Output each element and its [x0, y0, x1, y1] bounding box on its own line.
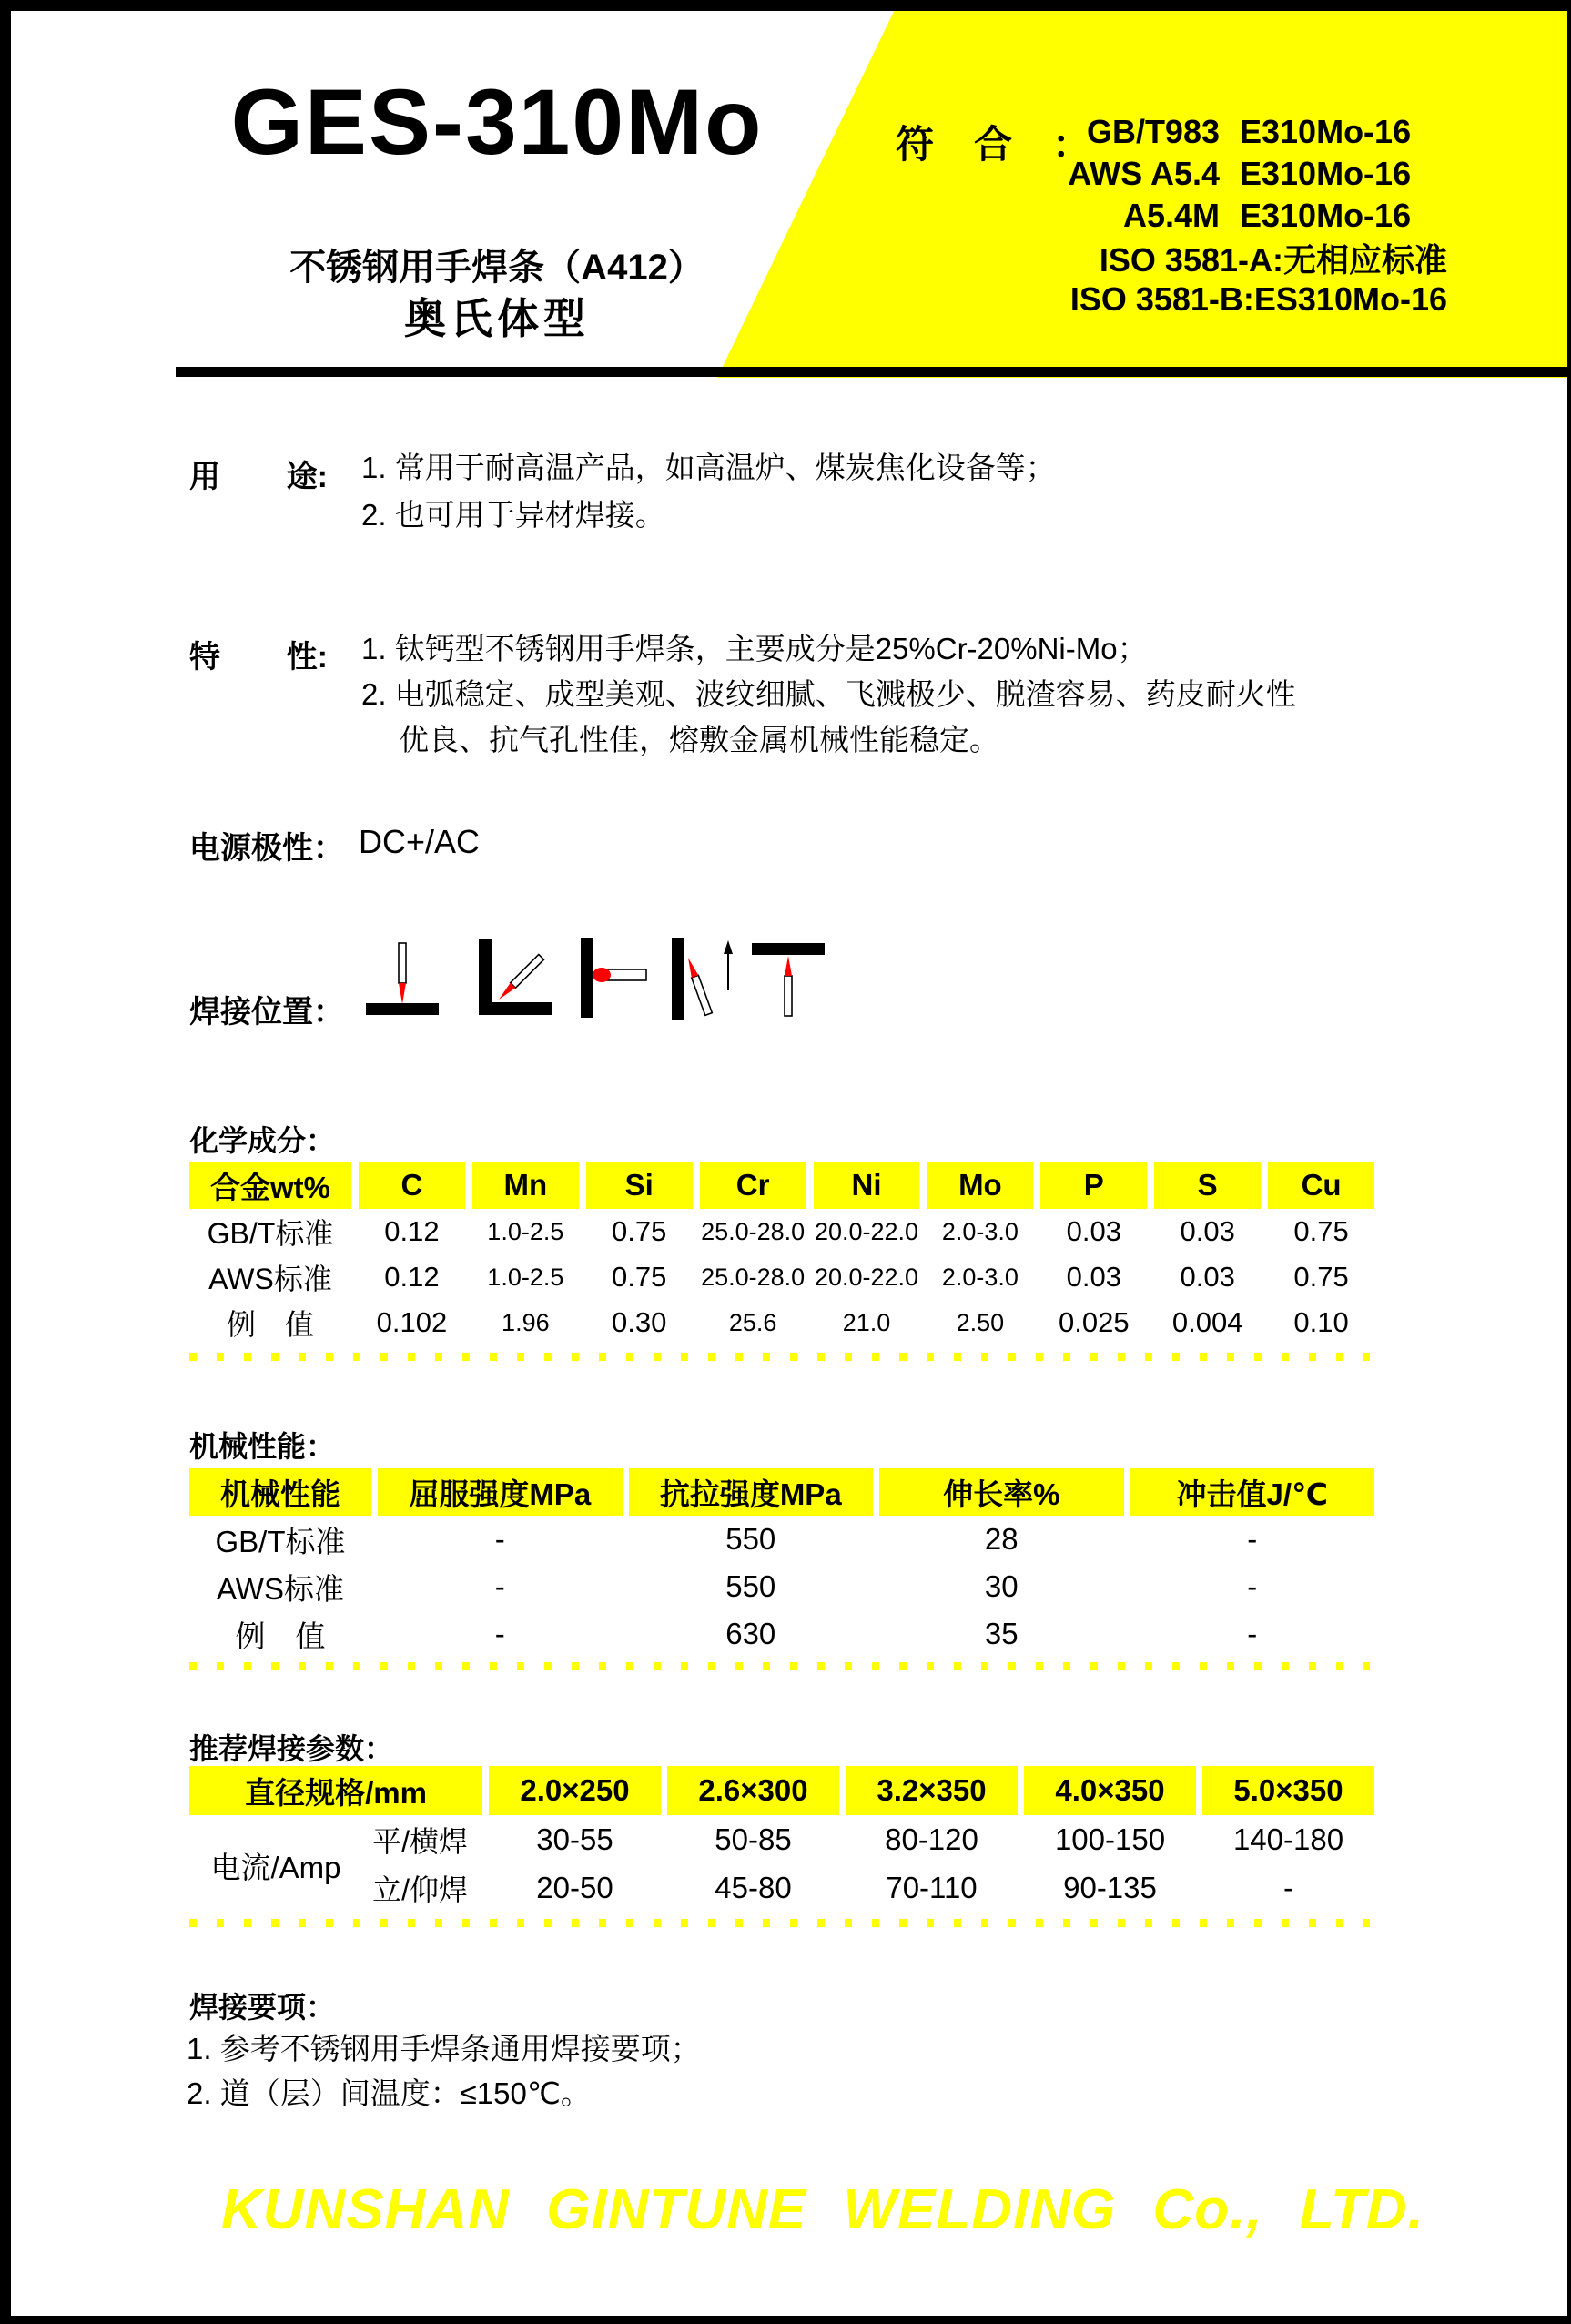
- chem-row: [189, 1209, 1374, 1254]
- params-value: -: [1283, 1870, 1293, 1904]
- traits-text: [361, 626, 1296, 763]
- company-logotype: KUNSHAN GINTUNE WELDING Co., LTD.: [221, 2178, 1424, 2241]
- standard-name: ISO 3581-A:无相应标准: [1099, 240, 1447, 279]
- conform-label: 符合：: [896, 123, 1131, 166]
- chem-header-cell: Cu: [1268, 1162, 1374, 1209]
- params-section-title: 推荐焊接参数：: [189, 1732, 394, 1765]
- mech-value: -: [1247, 1569, 1258, 1603]
- standard-row: [901, 153, 1447, 195]
- flat-position-icon: [362, 936, 449, 1022]
- note-item: 2. 道（层）间温度：≤150℃。: [187, 2076, 591, 2110]
- product-title: GES-310Mo: [230, 70, 764, 174]
- standards-block: [901, 111, 1447, 320]
- fillet-position-icon: [470, 936, 556, 1022]
- chem-value: 20.0-22.0: [814, 1263, 919, 1291]
- mech-value: 630: [725, 1617, 776, 1650]
- chem-value: 0.12: [384, 1215, 440, 1247]
- notes-section-title: 焊接要项：: [189, 1991, 336, 2024]
- chem-row: [189, 1300, 1374, 1345]
- params-value: 140-180: [1232, 1822, 1344, 1856]
- params-value: 45-80: [715, 1870, 792, 1904]
- usage-line: 1. 常用于耐高温产品，如高温炉、煤炭焦化设备等；: [361, 451, 1056, 484]
- chem-header-cell: C: [359, 1162, 465, 1209]
- mech-row: [189, 1610, 1374, 1658]
- chem-value: 0.75: [612, 1261, 667, 1293]
- params-row: [189, 1815, 1374, 1863]
- mech-value: 550: [725, 1522, 776, 1556]
- chem-row-label: 例 值: [226, 1308, 314, 1341]
- chem-value: 25.0-28.0: [701, 1217, 806, 1245]
- dotted-separator: [189, 1353, 1370, 1361]
- mech-header-cell: 机械性能: [189, 1468, 371, 1516]
- standard-name: ISO 3581-B:ES310Mo-16: [1069, 280, 1447, 318]
- mech-header-cell: 冲击值J/℃: [1130, 1468, 1375, 1516]
- params-header-cell: 3.2×350: [846, 1766, 1018, 1815]
- params-value: 20-50: [536, 1870, 613, 1904]
- mech-value: 550: [725, 1569, 776, 1603]
- note-item: 1. 参考不锈钢用手焊条通用焊接要项；: [187, 2032, 701, 2065]
- params-value: 80-120: [885, 1822, 978, 1856]
- params-value: 50-85: [715, 1822, 792, 1856]
- power-polarity-value: DC+/AC: [359, 823, 481, 860]
- usage-line: 2. 也可用于异材焊接。: [361, 498, 665, 532]
- params-header-cell: 2.6×300: [667, 1766, 839, 1815]
- chem-value: 0.025: [1059, 1306, 1130, 1338]
- params-row-label: 立/仰焊: [372, 1872, 468, 1906]
- chem-value: 0.004: [1171, 1306, 1243, 1338]
- standard-row: [901, 111, 1447, 153]
- usage-label-right: 途:: [286, 460, 328, 494]
- mech-value: -: [494, 1617, 505, 1650]
- mech-header-cell: 伸长率%: [879, 1468, 1124, 1516]
- chem-row-label: GB/T标准: [207, 1217, 334, 1250]
- standard-row: [901, 195, 1447, 237]
- chem-value: 0.03: [1180, 1215, 1235, 1247]
- params-value: 90-135: [1063, 1870, 1157, 1904]
- params-value: 100-150: [1054, 1822, 1166, 1856]
- params-value: 70-110: [886, 1870, 978, 1904]
- usage-text: [361, 444, 1056, 539]
- chem-value: 2.50: [956, 1308, 1005, 1336]
- dotted-separator: [189, 1919, 1370, 1927]
- chem-value: 1.0-2.5: [487, 1217, 564, 1245]
- params-header-cell: 4.0×350: [1024, 1766, 1196, 1815]
- mech-value: -: [1247, 1522, 1258, 1556]
- standard-name: AWS A5.4: [1068, 155, 1220, 192]
- chem-header-cell: Cr: [700, 1162, 806, 1209]
- usage-label: [189, 452, 328, 496]
- chem-section-title: 化学成分：: [189, 1124, 336, 1157]
- chem-value: 0.75: [612, 1215, 667, 1247]
- overhead-position-icon: [748, 936, 835, 1022]
- params-table: [189, 1766, 1374, 1912]
- mech-value: -: [1247, 1617, 1258, 1650]
- standard-name: GB/T983: [1086, 113, 1220, 150]
- weld-positions-label: 焊接位置：: [189, 995, 344, 1030]
- chem-value: 0.10: [1293, 1306, 1349, 1338]
- chem-value: 21.0: [842, 1308, 891, 1336]
- header-divider-bar: [176, 367, 1571, 377]
- horizontal-position-icon: [564, 936, 651, 1022]
- chem-header-cell: P: [1040, 1162, 1147, 1209]
- mech-row: [189, 1563, 1374, 1610]
- traits-label-right: 性:: [286, 640, 328, 675]
- chem-header-cell: 合金wt%: [189, 1162, 351, 1209]
- chem-value: 25.0-28.0: [701, 1263, 806, 1291]
- mech-table: [189, 1468, 1374, 1658]
- mech-value: -: [494, 1522, 505, 1556]
- params-header-cell: 5.0×350: [1202, 1766, 1374, 1815]
- chem-value: 0.102: [376, 1306, 448, 1338]
- product-subtitle: 不锈钢用手焊条（A412）: [289, 248, 704, 288]
- chem-value: 0.75: [1293, 1261, 1349, 1293]
- params-row-label: 平/横焊: [372, 1824, 468, 1858]
- traits-line: 优良、抗气孔性佳，熔敷金属机械性能稳定。: [399, 723, 999, 756]
- mech-value: 35: [984, 1617, 1019, 1650]
- chem-value: 0.30: [612, 1306, 667, 1338]
- mech-value: -: [494, 1569, 505, 1603]
- chem-header-cell: Ni: [814, 1162, 920, 1209]
- chem-header-cell: Mo: [927, 1162, 1033, 1209]
- chem-value: 0.75: [1293, 1215, 1349, 1247]
- chem-value: 25.6: [728, 1308, 777, 1336]
- chem-row-label: AWS标准: [208, 1263, 332, 1295]
- mech-row-label: AWS标准: [217, 1571, 344, 1606]
- chem-value: 1.96: [502, 1308, 550, 1336]
- mech-value: 28: [984, 1522, 1019, 1556]
- mech-header-row: [189, 1468, 1374, 1516]
- mech-header-cell: 屈服强度MPa: [378, 1468, 623, 1516]
- standard-grade: E310Mo-16: [1240, 197, 1412, 234]
- chem-value: 0.03: [1066, 1261, 1121, 1293]
- standard-grade: E310Mo-16: [1240, 155, 1412, 192]
- params-row: [189, 1863, 1374, 1912]
- standard-grade: E310Mo-16: [1240, 113, 1412, 150]
- params-group-label: 电流/Amp: [210, 1851, 341, 1884]
- standard-name: A5.4M: [1122, 197, 1220, 234]
- mech-row: [189, 1516, 1374, 1563]
- chem-value: 2.0-3.0: [941, 1217, 1019, 1245]
- params-header-row: [189, 1766, 1374, 1815]
- traits-line: 2. 电弧稳定、成型美观、波纹细腻、飞溅极少、脱渣容易、药皮耐火性: [361, 677, 1296, 711]
- traits-label: [189, 632, 328, 676]
- chem-table: [189, 1162, 1374, 1345]
- mech-value: 30: [984, 1569, 1019, 1603]
- structure-type-label: 奥氏体型: [404, 295, 590, 342]
- params-header-cell: 2.0×250: [489, 1766, 661, 1815]
- chem-row: [189, 1254, 1374, 1300]
- traits-line: 1. 钛钙型不锈钢用手焊条，主要成分是25%Cr-20%Ni-Mo；: [361, 632, 1148, 665]
- notes-list: [187, 2026, 701, 2116]
- mech-row-label: GB/T标准: [215, 1524, 346, 1558]
- chem-value: 2.0-3.0: [941, 1263, 1019, 1291]
- chem-value: 20.0-22.0: [814, 1217, 919, 1245]
- chem-value: 1.0-2.5: [487, 1263, 564, 1291]
- usage-label-left: 用: [189, 460, 220, 494]
- chem-header-row: [189, 1162, 1374, 1209]
- chem-value: 0.03: [1066, 1215, 1121, 1247]
- params-value: 30-55: [536, 1822, 613, 1856]
- mech-header-cell: 抗拉强度MPa: [629, 1468, 874, 1516]
- standard-row: [901, 237, 1447, 279]
- mech-section-title: 机械性能：: [189, 1430, 336, 1463]
- mech-row-label: 例 值: [235, 1619, 326, 1653]
- params-header-cell: 直径规格/mm: [189, 1766, 482, 1815]
- chem-header-cell: S: [1154, 1162, 1261, 1209]
- dotted-separator: [189, 1662, 1370, 1670]
- chem-header-cell: Si: [586, 1162, 693, 1209]
- standard-row: [901, 279, 1447, 320]
- chem-header-cell: Mn: [472, 1162, 579, 1209]
- power-polarity-label: 电源极性：: [189, 831, 344, 866]
- chem-value: 0.12: [384, 1261, 440, 1293]
- chem-value: 0.03: [1180, 1261, 1235, 1293]
- vertical-up-position-icon: [664, 936, 751, 1022]
- traits-label-left: 特: [189, 640, 220, 675]
